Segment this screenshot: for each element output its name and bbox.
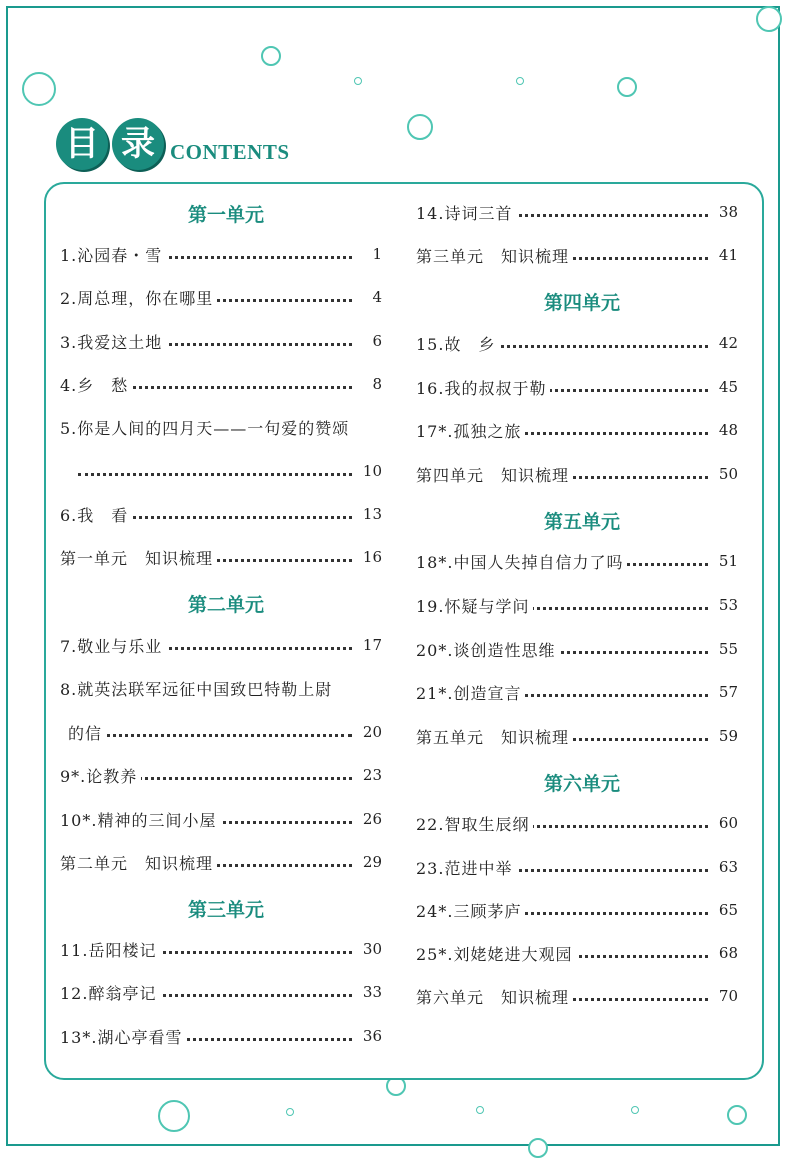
unit-heading: 第二单元 — [187, 594, 265, 616]
title-contents-latin: CONTENTS — [170, 140, 290, 164]
bubble-decoration — [631, 1106, 639, 1114]
dot-leader — [78, 473, 352, 476]
bubble-decoration — [476, 1106, 484, 1114]
bubble-decoration — [727, 1105, 747, 1125]
toc-entry-title: 第二单元 知识梳理 — [60, 851, 217, 874]
toc-entry-page: 42 — [713, 334, 738, 352]
toc-entry-title: 第一单元 知识梳理 — [60, 546, 217, 569]
toc-entry[interactable] — [60, 546, 382, 572]
bubble-decoration — [22, 72, 56, 106]
bubble-decoration — [158, 1100, 190, 1132]
toc-entry-title: 的信 — [68, 721, 106, 744]
toc-entry[interactable] — [60, 851, 382, 877]
toc-entry-page: 59 — [713, 727, 738, 745]
toc-entry-title: 22.智取生辰纲 — [416, 812, 533, 835]
bubble-decoration — [516, 77, 524, 85]
toc-entry[interactable] — [416, 985, 738, 1011]
toc-entry[interactable] — [60, 677, 382, 703]
toc-entry[interactable] — [60, 416, 382, 442]
unit-heading: 第一单元 — [187, 204, 265, 226]
toc-entry-title: 14.诗词三首 — [416, 201, 516, 224]
toc-entry-page: 53 — [713, 596, 738, 614]
toc-entry-page: 36 — [357, 1027, 382, 1045]
toc-entry-title: 6.我 看 — [60, 503, 132, 526]
toc-entry[interactable] — [416, 638, 738, 664]
toc-entry-page: 68 — [713, 944, 738, 962]
toc-entry-title: 2.周总理，你在哪里 — [60, 286, 217, 309]
toc-entry-page: 29 — [357, 853, 382, 871]
toc-entry-title: 21*.创造宣言 — [416, 681, 525, 704]
toc-entry-title: 第五单元 知识梳理 — [416, 725, 573, 748]
toc-entry-title: 3.我爱这土地 — [60, 330, 166, 353]
bubble-decoration — [528, 1138, 548, 1158]
toc-entry[interactable] — [60, 460, 382, 486]
toc-entry-title: 第六单元 知识梳理 — [416, 985, 573, 1008]
toc-entry[interactable] — [60, 981, 382, 1007]
toc-entry-page: 60 — [713, 814, 738, 832]
toc-entry-page: 65 — [713, 901, 738, 919]
toc-entry[interactable] — [60, 764, 382, 790]
toc-entry[interactable] — [60, 808, 382, 834]
toc-entry-page: 4 — [366, 288, 382, 306]
toc-panel — [44, 182, 764, 1080]
toc-entry[interactable] — [60, 286, 382, 312]
toc-entry[interactable] — [416, 201, 738, 227]
unit-heading: 第六单元 — [543, 773, 621, 795]
unit-heading: 第五单元 — [543, 511, 621, 533]
toc-entry-title: 19.怀疑与学问 — [416, 594, 533, 617]
toc-entry-page: 50 — [713, 465, 738, 483]
toc-entry-title: 8.就英法联军远征中国致巴特勒上尉 — [60, 677, 336, 700]
toc-entry-title: 10*.精神的三间小屋 — [60, 808, 220, 831]
bubble-decoration — [617, 77, 637, 97]
dot-leader — [88, 734, 352, 737]
toc-entry[interactable] — [416, 725, 738, 751]
toc-entry[interactable] — [60, 503, 382, 529]
toc-entry-page: 51 — [713, 552, 738, 570]
toc-entry-page: 26 — [357, 810, 382, 828]
toc-entry[interactable] — [416, 594, 738, 620]
toc-entry[interactable] — [60, 1025, 382, 1051]
bubble-decoration — [756, 6, 782, 32]
toc-entry-page: 70 — [713, 987, 738, 1005]
toc-entry-title: 12.醉翁亭记 — [60, 981, 160, 1004]
toc-entry-title: 9*.论教养 — [60, 764, 141, 787]
toc-left-column — [60, 184, 390, 1074]
toc-entry-page: 41 — [713, 246, 738, 264]
toc-entry-page: 48 — [713, 421, 738, 439]
toc-entry-page: 6 — [366, 332, 382, 350]
toc-entry-title: 第三单元 知识梳理 — [416, 244, 573, 267]
bubble-decoration — [286, 1108, 294, 1116]
toc-entry-page: 17 — [357, 636, 382, 654]
toc-entry-page: 23 — [357, 766, 382, 784]
toc-entry[interactable] — [416, 856, 738, 882]
toc-entry[interactable] — [60, 721, 382, 747]
toc-entry-title: 7.敬业与乐业 — [60, 634, 166, 657]
toc-entry-title: 1.沁园春・雪 — [60, 243, 166, 266]
toc-entry[interactable] — [416, 899, 738, 925]
toc-entry[interactable] — [60, 634, 382, 660]
toc-entry-page: 20 — [357, 723, 382, 741]
toc-entry-title: 25*.刘姥姥进大观园 — [416, 942, 576, 965]
toc-entry-page: 57 — [713, 683, 738, 701]
toc-entry[interactable] — [60, 373, 382, 399]
toc-entry-page: 13 — [357, 505, 382, 523]
toc-entry[interactable] — [416, 942, 738, 968]
toc-entry-title: 23.范进中举 — [416, 856, 516, 879]
toc-entry-title: 20*.谈创造性思维 — [416, 638, 559, 661]
toc-entry-page: 8 — [366, 375, 382, 393]
toc-entry-page: 55 — [713, 640, 738, 658]
bubble-decoration — [354, 77, 362, 85]
toc-entry[interactable] — [416, 376, 738, 402]
toc-entry-page: 16 — [357, 548, 382, 566]
toc-entry[interactable] — [416, 550, 738, 576]
toc-entry-title: 17*.孤独之旅 — [416, 419, 525, 442]
unit-heading: 第四单元 — [543, 292, 621, 314]
toc-entry-title: 13*.湖心亭看雪 — [60, 1025, 186, 1048]
toc-entry[interactable] — [60, 243, 382, 269]
toc-entry-page: 33 — [357, 983, 382, 1001]
toc-entry[interactable] — [60, 330, 382, 356]
toc-entry-title: 16.我的叔叔于勒 — [416, 376, 550, 399]
toc-entry[interactable] — [416, 812, 738, 838]
toc-entry-page: 30 — [357, 940, 382, 958]
toc-entry[interactable] — [416, 463, 738, 489]
toc-entry-title: 15.故 乡 — [416, 332, 499, 355]
toc-entry-page: 63 — [713, 858, 738, 876]
toc-entry-title: 11.岳阳楼记 — [60, 938, 160, 961]
toc-entry[interactable] — [416, 244, 738, 270]
toc-entry-page: 10 — [357, 462, 382, 480]
toc-entry-title: 4.乡 愁 — [60, 373, 132, 396]
toc-entry[interactable] — [416, 681, 738, 707]
toc-right-column — [416, 184, 746, 1074]
toc-entry-page: 45 — [713, 378, 738, 396]
toc-entry-title: 18*.中国人失掉自信力了吗 — [416, 550, 627, 573]
title-char-lu: 录 — [112, 118, 164, 170]
toc-entry[interactable] — [60, 938, 382, 964]
toc-entry[interactable] — [416, 419, 738, 445]
bubble-decoration — [407, 114, 433, 140]
toc-entry-title: 第四单元 知识梳理 — [416, 463, 573, 486]
toc-entry[interactable] — [416, 332, 738, 358]
toc-entry-page: 38 — [713, 203, 738, 221]
toc-entry-page: 1 — [366, 245, 382, 263]
toc-entry-title: 5.你是人间的四月天——一句爱的赞颂 — [60, 416, 353, 439]
bubble-decoration — [261, 46, 281, 66]
title-char-mu: 目 — [56, 118, 108, 170]
toc-entry-title: 24*.三顾茅庐 — [416, 899, 525, 922]
unit-heading: 第三单元 — [187, 899, 265, 921]
